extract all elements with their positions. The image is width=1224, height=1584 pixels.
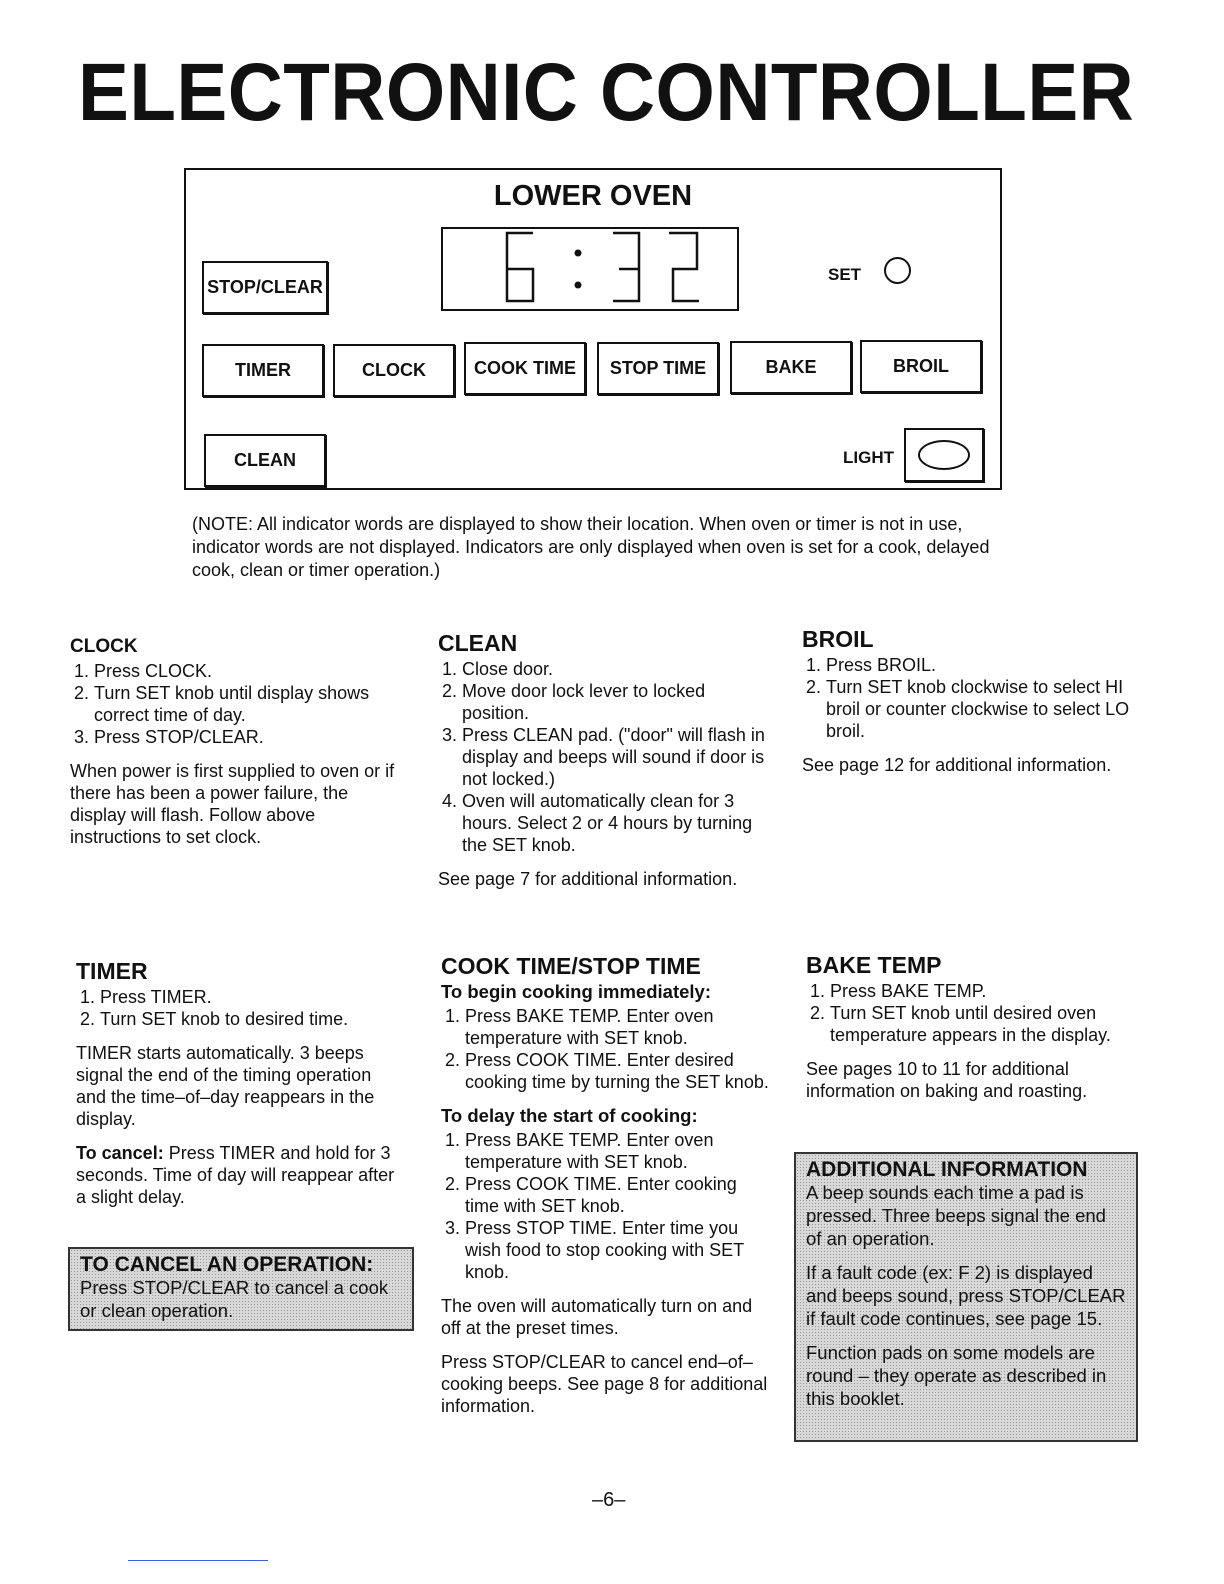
bake-pad[interactable]: BAKE <box>730 341 852 394</box>
light-icon <box>918 440 970 470</box>
list-item: 1. Press CLOCK. <box>94 660 400 682</box>
cancel-box-text: Press STOP/CLEAR to cancel a cook or clean operation. <box>80 1277 389 1321</box>
bake-temp-steps <box>806 980 1136 1046</box>
list-item: 3. Press CLEAN pad. ("door" will flash in display and beeps will sound if door is not locked.) <box>462 724 768 790</box>
list-item: 1. Press BROIL. <box>826 654 1132 676</box>
immediate-steps <box>441 1005 771 1093</box>
list-item: 2. Turn SET knob clockwise to select HI broil or counter clockwise to select LO broil. <box>826 676 1132 742</box>
stop-clear-pad[interactable]: STOP/CLEAR <box>202 261 328 314</box>
list-item: 1. Press BAKE TEMP. Enter oven temperature with SET knob. <box>465 1129 771 1173</box>
clock-pad[interactable]: CLOCK <box>333 344 455 397</box>
control-panel <box>184 168 1002 490</box>
clock-heading: CLOCK <box>70 636 138 657</box>
bake-temp-heading: BAKE TEMP <box>806 952 942 978</box>
clean-section <box>438 632 768 890</box>
timer-cancel <box>76 1142 400 1208</box>
digit-2 <box>669 233 699 301</box>
broil-heading: BROIL <box>802 626 874 652</box>
list-item: 4. Oven will automatically clean for 3 hours. Select 2 or 4 hours by turning the SET knob. <box>462 790 768 856</box>
info-box-paragraph: If a fault code (ex: F 2) is displayed and beeps sound, press STOP/CLEAR if fault code continues, see page 15. <box>806 1262 1126 1329</box>
list-item: 1. Press BAKE TEMP. Enter oven temperature with SET knob. <box>465 1005 771 1049</box>
cancel-operation-box <box>68 1247 414 1331</box>
list-item: 2. Turn SET knob to desired time. <box>100 1008 400 1030</box>
delay-heading: To delay the start of cooking: <box>441 1105 698 1126</box>
broil-text: See page 12 for additional information. <box>802 755 1112 775</box>
list-item: 1. Press TIMER. <box>100 986 400 1008</box>
immediate-heading: To begin cooking immediately: <box>441 981 711 1002</box>
clock-text: When power is first supplied to oven or if there has been a power failure, the display will flash. Follow above instructions to set clock. <box>70 761 395 847</box>
timer-text: TIMER starts automatically. 3 beeps signal the end of the timing operation and the time–of–day reappears in the display. <box>76 1043 375 1129</box>
timer-cancel-label: To cancel: <box>76 1143 164 1163</box>
list-item: 2. Turn SET knob until desired oven temperature appears in the display. <box>830 1002 1136 1046</box>
list-item: 1. Close door. <box>462 658 768 680</box>
set-knob-icon[interactable] <box>884 257 911 284</box>
light-label: LIGHT <box>843 448 894 467</box>
page-title: ELECTRONIC CONTROLLER <box>78 47 1135 138</box>
delay-steps <box>441 1129 771 1283</box>
digit-3 <box>613 233 639 301</box>
timer-heading: TIMER <box>76 958 148 984</box>
timer-steps <box>76 986 400 1030</box>
additional-info-box <box>794 1152 1138 1442</box>
time-display <box>441 227 739 311</box>
clean-steps <box>438 658 768 856</box>
timer-section <box>76 960 400 1208</box>
digit-6 <box>507 233 533 301</box>
info-box-heading: ADDITIONAL INFORMATION <box>806 1158 1088 1181</box>
broil-steps <box>802 654 1132 742</box>
light-pad[interactable] <box>904 428 984 482</box>
colon-bottom <box>575 282 582 289</box>
cook-time-pad[interactable]: COOK TIME <box>464 342 586 395</box>
broil-pad[interactable]: BROIL <box>860 340 982 393</box>
info-box-paragraph: A beep sounds each time a pad is pressed. Three beeps signal the end of an operation. <box>806 1182 1106 1249</box>
indicator-note: (NOTE: All indicator words are displayed to show their location. When oven or timer is not in use, indicator words are not displayed. Indicators are only displayed when oven is set for a cook, delayed cook, clean or timer operation.) <box>192 514 990 580</box>
page-number: –6– <box>592 1489 626 1511</box>
stop-time-pad[interactable]: STOP TIME <box>597 342 719 395</box>
clean-text: See page 7 for additional information. <box>438 869 738 889</box>
list-item: 2. Move door lock lever to locked position. <box>462 680 768 724</box>
set-label: SET <box>828 265 862 284</box>
list-item: 2. Press COOK TIME. Enter desired cooking time by turning the SET knob. <box>465 1049 771 1093</box>
panel-title: LOWER OVEN <box>493 180 693 212</box>
broil-section <box>802 628 1132 776</box>
timer-cancel-text: Press TIMER and hold for 3 seconds. Time of day will reappear after a slight delay. <box>76 1143 395 1207</box>
info-box-paragraph: Function pads on some models are round – they operate as described in this booklet. <box>806 1342 1107 1409</box>
bake-temp-text: See pages 10 to 11 for additional information on baking and roasting. <box>806 1059 1088 1101</box>
cook-time-section <box>441 955 771 1417</box>
colon-top <box>575 250 582 257</box>
list-item: 3. Press STOP/CLEAR. <box>94 726 400 748</box>
clean-heading: CLEAN <box>438 630 518 656</box>
list-item: 3. Press STOP TIME. Enter time you wish food to stop cooking with SET knob. <box>465 1217 771 1283</box>
list-item: 2. Turn SET knob until display shows correct time of day. <box>94 682 400 726</box>
bake-temp-section <box>806 954 1136 1102</box>
list-item: 1. Press BAKE TEMP. <box>830 980 1136 1002</box>
list-item: 2. Press COOK TIME. Enter cooking time with SET knob. <box>465 1173 771 1217</box>
timer-pad[interactable]: TIMER <box>202 344 324 397</box>
cook-time-text-1: The oven will automatically turn on and off at the preset times. <box>441 1296 753 1338</box>
cook-time-heading: COOK TIME/STOP TIME <box>441 953 701 979</box>
clock-section <box>70 636 400 848</box>
cook-time-text-2: Press STOP/CLEAR to cancel end–of–cooking beeps. See page 8 for additional information. <box>441 1352 768 1416</box>
display-digits <box>443 229 737 309</box>
footer-rule <box>128 1560 268 1561</box>
cancel-box-heading: TO CANCEL AN OPERATION: <box>80 1253 374 1276</box>
clean-pad[interactable]: CLEAN <box>204 434 326 487</box>
clock-steps <box>70 660 400 748</box>
